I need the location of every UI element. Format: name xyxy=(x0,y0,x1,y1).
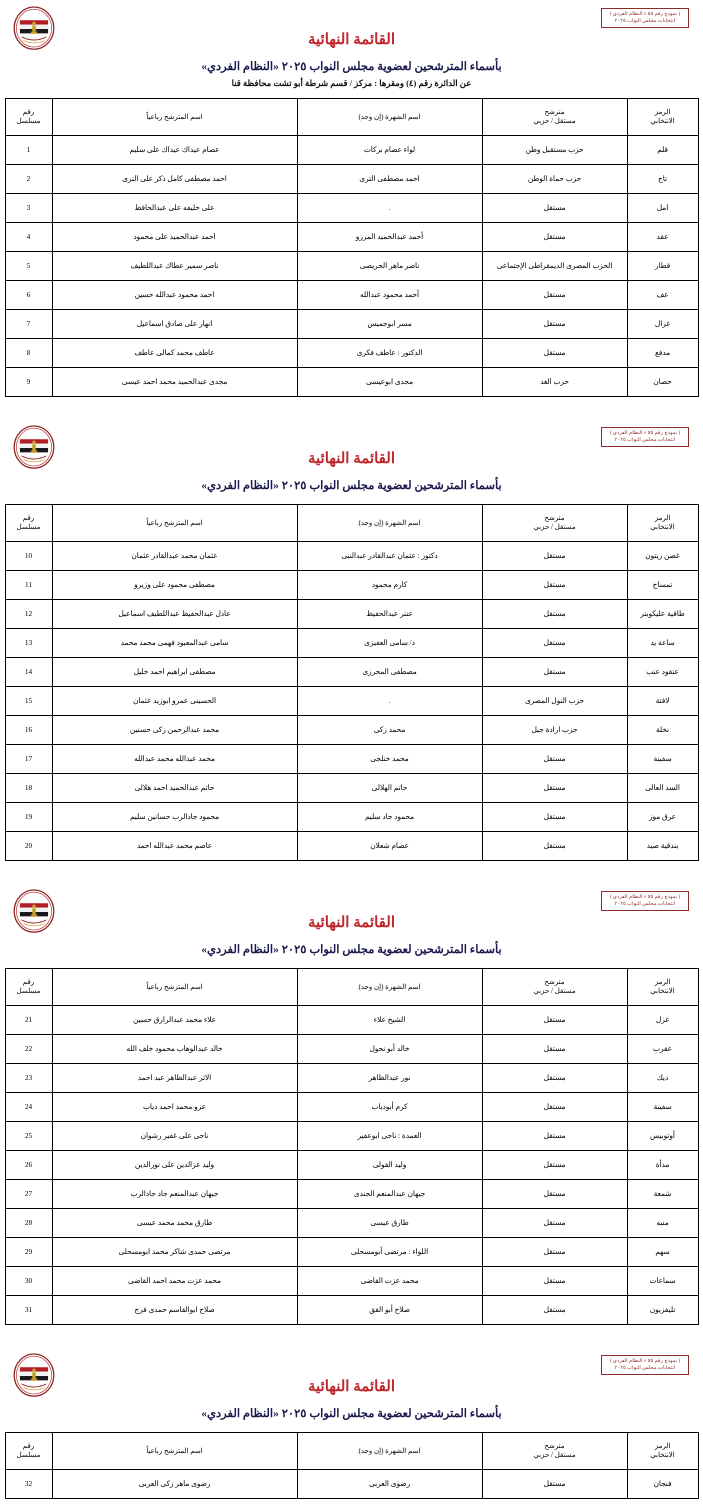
table-header-row xyxy=(5,969,698,1006)
cell-symbol: سفينة xyxy=(627,1093,698,1122)
cell-symbol: تاج xyxy=(627,165,698,194)
table-row xyxy=(5,1006,698,1035)
column-header-serial-line2: مسلسل xyxy=(16,987,41,995)
cell-party: مستقل xyxy=(482,1035,627,1064)
cell-nickname: خالد أبو نحول xyxy=(297,1035,482,1064)
cell-name: عثمان محمد عبدالقادر عثمان xyxy=(52,542,297,571)
cell-party: مستقل xyxy=(482,1296,627,1325)
district-line: عن الدائرة رقم (٤) ومقرها : مركز / قسم شرطة أبو تشت محافظة قنا xyxy=(231,78,472,88)
cell-name: الحسينى عمرو ابوزيد عثمان xyxy=(52,687,297,716)
cell-party: مستقل xyxy=(482,339,627,368)
cell-serial: 30 xyxy=(5,1267,52,1296)
cell-symbol: لافتة xyxy=(627,687,698,716)
cell-name: محمد عزت محمد احمد القاضى xyxy=(52,1267,297,1296)
column-header-symbol xyxy=(627,99,698,136)
cell-symbol: شمعة xyxy=(627,1180,698,1209)
column-header-nickname: اسم الشهرة (إن وجد) xyxy=(297,99,482,136)
column-header-symbol xyxy=(627,969,698,1006)
cell-serial: 20 xyxy=(5,832,52,861)
table-header-row xyxy=(5,505,698,542)
cell-nickname: العمدة : ناجى ابوعفير xyxy=(297,1122,482,1151)
column-header-serial xyxy=(5,99,52,136)
cell-nickname: مصطفى المحرزى xyxy=(297,658,482,687)
table-row xyxy=(5,281,698,310)
cell-name: احمد مصطفى كامل ذكر على الترى xyxy=(52,165,297,194)
cell-nickname: عصام شعلان xyxy=(297,832,482,861)
cell-name: علاء محمد عبدالرازق حسين xyxy=(52,1006,297,1035)
table-head xyxy=(5,505,698,542)
table-row xyxy=(5,1151,698,1180)
form-number-line-1: ( نموذج رقم ٥٥ ء النظام الفردي ) xyxy=(609,1358,681,1364)
cell-symbol: عنقود عنب xyxy=(627,658,698,687)
table-head xyxy=(5,1433,698,1470)
page-title: القائمة النهائية xyxy=(307,32,396,48)
cell-name: مجدى عبدالحميد محمد احمد عيسى xyxy=(52,368,297,397)
cell-symbol: عرق موز xyxy=(627,803,698,832)
table-row xyxy=(5,165,698,194)
cell-symbol: سماعات xyxy=(627,1267,698,1296)
cell-nickname: محمد عزت القاضى xyxy=(297,1267,482,1296)
column-header-symbol-line1: الرمز xyxy=(654,978,671,987)
cell-serial: 28 xyxy=(5,1209,52,1238)
cell-nickname: . xyxy=(297,194,482,223)
section-header xyxy=(0,1347,703,1420)
candidates-table xyxy=(5,1432,699,1499)
cell-party: حزب ارادة جيل xyxy=(482,716,627,745)
candidate-list-section-2 xyxy=(0,419,703,869)
cell-party: مستقل xyxy=(482,194,627,223)
cell-party: مستقل xyxy=(482,745,627,774)
table-row xyxy=(5,716,698,745)
column-header-symbol-line2: الانتخابي xyxy=(650,1451,675,1459)
cell-party: حزب النول المصرى xyxy=(482,687,627,716)
candidate-list-section-4 xyxy=(0,1347,703,1507)
cell-party: مستقل xyxy=(482,1093,627,1122)
page-subtitle: بأسماء المترشحين لعضوية مجلس النواب ٢٠٢٥ «النظام الفردي» xyxy=(201,61,502,73)
cell-party: مستقل xyxy=(482,310,627,339)
table-header-row xyxy=(5,1433,698,1470)
table-row xyxy=(5,774,698,803)
table-body xyxy=(5,1006,698,1325)
form-number-line-2: انتخابات مجلس النواب ٢٠٢٥ xyxy=(614,900,676,907)
cell-nickname: دكتور : عثمان عبدالقادر عبدالنبى xyxy=(297,542,482,571)
column-header-party xyxy=(482,505,627,542)
cell-party: مستقل xyxy=(482,1151,627,1180)
cell-party: مستقل xyxy=(482,1267,627,1296)
table-row xyxy=(5,223,698,252)
cell-party: حزب حماة الوطن xyxy=(482,165,627,194)
table-row xyxy=(5,832,698,861)
cell-symbol: قلم xyxy=(627,136,698,165)
cell-symbol: سهم xyxy=(627,1238,698,1267)
column-header-serial-line2: مسلسل xyxy=(16,1451,41,1459)
cell-nickname: عنتر عبدالحفيظ xyxy=(297,600,482,629)
section-spacer xyxy=(0,405,703,419)
cell-party: الحزب المصرى الديمقراطى الإجتماعى xyxy=(482,252,627,281)
cell-nickname: كرم أبودياب xyxy=(297,1093,482,1122)
cell-party: مستقل xyxy=(482,571,627,600)
cell-serial: 25 xyxy=(5,1122,52,1151)
cell-serial: 10 xyxy=(5,542,52,571)
cell-symbol: بندقية صيد xyxy=(627,832,698,861)
table-body xyxy=(5,542,698,861)
cell-nickname: نور عبدالظاهر xyxy=(297,1064,482,1093)
cell-nickname: ناصر ماهر الحريصى xyxy=(297,252,482,281)
cell-symbol: أوتوبيس xyxy=(627,1122,698,1151)
cell-symbol: امل xyxy=(627,194,698,223)
candidate-list-section-3 xyxy=(0,883,703,1333)
titles-block xyxy=(0,0,703,89)
page-subtitle: بأسماء المترشحين لعضوية مجلس النواب ٢٠٢٥ «النظام الفردي» xyxy=(201,944,502,956)
cell-nickname: د/ سامى العفيزى xyxy=(297,629,482,658)
table-row xyxy=(5,1093,698,1122)
cell-party: مستقل xyxy=(482,542,627,571)
cell-name: عاصم محمد عبدالله احمد xyxy=(52,832,297,861)
cell-symbol: عف xyxy=(627,281,698,310)
column-header-symbol-line2: الانتخابي xyxy=(650,117,675,125)
cell-name: وليد عزالدين على نورالدين xyxy=(52,1151,297,1180)
cell-serial: 17 xyxy=(5,745,52,774)
cell-name: سامى عبدالمعبود فهمى محمد محمد xyxy=(52,629,297,658)
column-header-serial-line2: مسلسل xyxy=(16,117,41,125)
cell-party: مستقل xyxy=(482,600,627,629)
cell-nickname: أحمد عبدالحميد المرزو xyxy=(297,223,482,252)
column-header-party xyxy=(482,1433,627,1470)
table-row xyxy=(5,1470,698,1499)
candidates-table xyxy=(5,504,699,861)
form-number-box xyxy=(601,891,689,911)
column-header-party-line2: مستقل / حزبي xyxy=(533,987,576,995)
column-header-nickname: اسم الشهرة (إن وجد) xyxy=(297,969,482,1006)
column-header-party-line1: مترشح xyxy=(544,108,565,117)
table-head xyxy=(5,99,698,136)
column-header-party-line1: مترشح xyxy=(544,1442,565,1451)
titles-block xyxy=(0,1347,703,1420)
cell-serial: 8 xyxy=(5,339,52,368)
column-header-symbol xyxy=(627,505,698,542)
form-number-line-2: انتخابات مجلس النواب ٢٠٢٥ xyxy=(614,436,676,443)
cell-nickname: أحمد محمود عبدالله xyxy=(297,281,482,310)
column-header-symbol-line1: الرمز xyxy=(654,1442,671,1451)
column-header-name: اسم المترشح رباعياً xyxy=(52,969,297,1006)
cell-serial: 13 xyxy=(5,629,52,658)
cell-nickname: . xyxy=(297,687,482,716)
column-header-serial xyxy=(5,969,52,1006)
column-header-serial xyxy=(5,1433,52,1470)
candidates-table xyxy=(5,968,699,1325)
cell-serial: 27 xyxy=(5,1180,52,1209)
cell-party: حزب الغد xyxy=(482,368,627,397)
cell-party: مستقل xyxy=(482,223,627,252)
cell-party: حزب مستقبل وطن xyxy=(482,136,627,165)
cell-serial: 23 xyxy=(5,1064,52,1093)
cell-nickname: محمد زكى xyxy=(297,716,482,745)
cell-name: الاثر عبدالظاهر عبد احمد xyxy=(52,1064,297,1093)
cell-party: مستقل xyxy=(482,1180,627,1209)
page-title: القائمة النهائية xyxy=(307,915,396,931)
form-number-box xyxy=(601,1355,689,1375)
table-body xyxy=(5,1470,698,1499)
page-title: القائمة النهائية xyxy=(307,451,396,467)
cell-serial: 11 xyxy=(5,571,52,600)
cell-party: مستقل xyxy=(482,1470,627,1499)
cell-nickname: اللواء : مرتضى أبومسحلى xyxy=(297,1238,482,1267)
column-header-party xyxy=(482,969,627,1006)
cell-nickname: محمد خنلجى xyxy=(297,745,482,774)
table-row xyxy=(5,1209,698,1238)
cell-serial: 3 xyxy=(5,194,52,223)
cell-name: على خليفه على عبدالحافظ xyxy=(52,194,297,223)
cell-serial: 32 xyxy=(5,1470,52,1499)
cell-party: مستقل xyxy=(482,281,627,310)
column-header-serial xyxy=(5,505,52,542)
cell-nickname: الدكتور : عاطف فكرى xyxy=(297,339,482,368)
form-number-line-2: انتخابات مجلس النواب ٢٠٢٥ xyxy=(614,17,676,24)
table-header-row xyxy=(5,99,698,136)
column-header-party xyxy=(482,99,627,136)
cell-serial: 2 xyxy=(5,165,52,194)
table-row xyxy=(5,1238,698,1267)
egypt-national-elections-authority-emblem-icon xyxy=(12,1352,56,1400)
column-header-serial-line1: رقم xyxy=(22,108,35,117)
cell-name: طارق محمد محمد عيسى xyxy=(52,1209,297,1238)
cell-name: عاطف محمد كمالى عاطف xyxy=(52,339,297,368)
candidates-table xyxy=(5,98,699,397)
cell-serial: 1 xyxy=(5,136,52,165)
column-header-party-line1: مترشح xyxy=(544,978,565,987)
cell-serial: 14 xyxy=(5,658,52,687)
table-row xyxy=(5,658,698,687)
table-row xyxy=(5,310,698,339)
cell-serial: 31 xyxy=(5,1296,52,1325)
cell-symbol: مدفع xyxy=(627,339,698,368)
cell-name: مصطفى محمود على وزيرو xyxy=(52,571,297,600)
cell-symbol: ساعة يد xyxy=(627,629,698,658)
cell-nickname: كارم محمود xyxy=(297,571,482,600)
table-row xyxy=(5,629,698,658)
cell-nickname: مجدى ابوعيسى xyxy=(297,368,482,397)
form-number-line-1: ( نموذج رقم ٥٥ ء النظام الفردي ) xyxy=(609,11,681,17)
table-row xyxy=(5,194,698,223)
cell-serial: 15 xyxy=(5,687,52,716)
cell-symbol: تمساح xyxy=(627,571,698,600)
cell-name: انهار على صادق اسماعيل xyxy=(52,310,297,339)
column-header-party-line1: مترشح xyxy=(544,514,565,523)
cell-symbol: تليفزيون xyxy=(627,1296,698,1325)
cell-party: مستقل xyxy=(482,658,627,687)
cell-symbol: منبه xyxy=(627,1209,698,1238)
cell-serial: 7 xyxy=(5,310,52,339)
cell-nickname: احمد مصطفى الترى xyxy=(297,165,482,194)
column-header-name: اسم المترشح رباعياً xyxy=(52,1433,297,1470)
cell-nickname: وليد القولى xyxy=(297,1151,482,1180)
page-title: القائمة النهائية xyxy=(307,1379,396,1395)
cell-name: محمد عبدالله محمد عبدالله xyxy=(52,745,297,774)
cell-nickname: طارق عيسى xyxy=(297,1209,482,1238)
cell-name: خالد عبدالوهاب محمود خلف الله xyxy=(52,1035,297,1064)
cell-name: عزو محمد احمد دياب xyxy=(52,1093,297,1122)
cell-nickname: مسر ابوجميس xyxy=(297,310,482,339)
column-header-symbol xyxy=(627,1433,698,1470)
cell-serial: 29 xyxy=(5,1238,52,1267)
form-number-line-1: ( نموذج رقم ٥٥ ء النظام الفردي ) xyxy=(609,430,681,436)
cell-party: مستقل xyxy=(482,803,627,832)
cell-symbol: عقرب xyxy=(627,1035,698,1064)
cell-name: ناصر سمير عطاك عبداللطيف xyxy=(52,252,297,281)
cell-symbol: السد العالى xyxy=(627,774,698,803)
column-header-serial-line1: رقم xyxy=(22,1442,35,1451)
cell-serial: 5 xyxy=(5,252,52,281)
cell-name: محمد عبدالرحمن زكى حسنين xyxy=(52,716,297,745)
section-header xyxy=(0,883,703,956)
form-number-line-2: انتخابات مجلس النواب ٢٠٢٥ xyxy=(614,1364,676,1371)
cell-party: مستقل xyxy=(482,774,627,803)
cell-serial: 16 xyxy=(5,716,52,745)
cell-name: مصطفى ابراهيم احمد خليل xyxy=(52,658,297,687)
cell-name: حاتم عبدالحميد احمد هلالى xyxy=(52,774,297,803)
table-row xyxy=(5,1267,698,1296)
cell-nickname: محمود جاد سليم xyxy=(297,803,482,832)
cell-party: مستقل xyxy=(482,1209,627,1238)
table-row xyxy=(5,803,698,832)
cell-name: عصام عيداك عيداك على سليم xyxy=(52,136,297,165)
cell-name: جيهان عبدالمنعم جاد جادالرب xyxy=(52,1180,297,1209)
cell-party: مستقل xyxy=(482,629,627,658)
table-body xyxy=(5,136,698,397)
column-header-name: اسم المترشح رباعياً xyxy=(52,505,297,542)
form-number-box xyxy=(601,427,689,447)
cell-name: احمد محمود عبدالله حسين xyxy=(52,281,297,310)
column-header-symbol-line1: الرمز xyxy=(654,514,671,523)
section-spacer xyxy=(0,869,703,883)
table-row xyxy=(5,136,698,165)
column-header-party-line2: مستقل / حزبي xyxy=(533,1451,576,1459)
cell-name: احمد عبدالحميد على محمود xyxy=(52,223,297,252)
cell-symbol: فنجان xyxy=(627,1470,698,1499)
cell-symbol: غزل xyxy=(627,1006,698,1035)
table-row xyxy=(5,1035,698,1064)
column-header-nickname: اسم الشهرة (إن وجد) xyxy=(297,505,482,542)
egypt-national-elections-authority-emblem-icon xyxy=(12,424,56,472)
cell-serial: 12 xyxy=(5,600,52,629)
cell-party: مستقل xyxy=(482,832,627,861)
section-header xyxy=(0,0,703,89)
column-header-symbol-line2: الانتخابي xyxy=(650,523,675,531)
cell-name: عادل عبدالحفيظ عبداللطيف اسماعيل xyxy=(52,600,297,629)
cell-serial: 9 xyxy=(5,368,52,397)
egypt-national-elections-authority-emblem-icon xyxy=(12,5,56,53)
table-row xyxy=(5,1180,698,1209)
cell-symbol: ديك xyxy=(627,1064,698,1093)
table-row xyxy=(5,571,698,600)
section-spacer xyxy=(0,1333,703,1347)
table-row xyxy=(5,1296,698,1325)
form-number-line-1: ( نموذج رقم ٥٥ ء النظام الفردي ) xyxy=(609,894,681,900)
form-number-box xyxy=(601,8,689,28)
column-header-serial-line1: رقم xyxy=(22,514,35,523)
column-header-symbol-line2: الانتخابي xyxy=(650,987,675,995)
cell-nickname: حاتم الهلالى xyxy=(297,774,482,803)
cell-name: صلاح ابوالقاسم حمدى فرج xyxy=(52,1296,297,1325)
cell-nickname: صلاح أبو القق xyxy=(297,1296,482,1325)
table-head xyxy=(5,969,698,1006)
cell-nickname: لواء عصام بركات xyxy=(297,136,482,165)
column-header-party-line2: مستقل / حزبي xyxy=(533,117,576,125)
candidate-list-section-1 xyxy=(0,0,703,405)
cell-symbol: غزال xyxy=(627,310,698,339)
page-subtitle: بأسماء المترشحين لعضوية مجلس النواب ٢٠٢٥ «النظام الفردي» xyxy=(201,1408,502,1420)
cell-serial: 24 xyxy=(5,1093,52,1122)
cell-name: رضوى ماهر زكى العربى xyxy=(52,1470,297,1499)
cell-symbol: قطار xyxy=(627,252,698,281)
column-header-name: اسم المترشح رباعياً xyxy=(52,99,297,136)
titles-block xyxy=(0,883,703,956)
titles-block xyxy=(0,419,703,492)
cell-serial: 19 xyxy=(5,803,52,832)
table-row xyxy=(5,600,698,629)
cell-serial: 22 xyxy=(5,1035,52,1064)
cell-party: مستقل xyxy=(482,1064,627,1093)
cell-nickname: جيهان عبدالمنعم الجندى xyxy=(297,1180,482,1209)
column-header-symbol-line1: الرمز xyxy=(654,108,671,117)
column-header-serial-line2: مسلسل xyxy=(16,523,41,531)
cell-symbol: نخلة xyxy=(627,716,698,745)
table-row xyxy=(5,368,698,397)
cell-name: محمود جادالرب حسانين سليم xyxy=(52,803,297,832)
cell-serial: 18 xyxy=(5,774,52,803)
table-row xyxy=(5,745,698,774)
cell-nickname: الشيخ علاء xyxy=(297,1006,482,1035)
cell-symbol: غصن زيتون xyxy=(627,542,698,571)
column-header-party-line2: مستقل / حزبي xyxy=(533,523,576,531)
section-header xyxy=(0,419,703,492)
egypt-national-elections-authority-emblem-icon xyxy=(12,888,56,936)
cell-name: ناجى على غفير رشوان xyxy=(52,1122,297,1151)
table-row xyxy=(5,687,698,716)
cell-serial: 4 xyxy=(5,223,52,252)
table-row xyxy=(5,1122,698,1151)
table-row xyxy=(5,542,698,571)
column-header-nickname: اسم الشهرة (إن وجد) xyxy=(297,1433,482,1470)
cell-name: مرتضى حمدى شاكر محمد ابومسحلى xyxy=(52,1238,297,1267)
cell-symbol: سفينة xyxy=(627,745,698,774)
table-row xyxy=(5,339,698,368)
cell-party: مستقل xyxy=(482,1006,627,1035)
table-row xyxy=(5,252,698,281)
cell-serial: 21 xyxy=(5,1006,52,1035)
table-row xyxy=(5,1064,698,1093)
cell-party: مستقل xyxy=(482,1238,627,1267)
cell-nickname: رضوى العربى xyxy=(297,1470,482,1499)
cell-symbol: عقد xyxy=(627,223,698,252)
cell-serial: 6 xyxy=(5,281,52,310)
cell-symbol: طاقية عليكوبتر xyxy=(627,600,698,629)
column-header-serial-line1: رقم xyxy=(22,978,35,987)
cell-symbol: حصان xyxy=(627,368,698,397)
page-subtitle: بأسماء المترشحين لعضوية مجلس النواب ٢٠٢٥ «النظام الفردي» xyxy=(201,480,502,492)
cell-party: مستقل xyxy=(482,1122,627,1151)
cell-symbol: مدأة xyxy=(627,1151,698,1180)
cell-serial: 26 xyxy=(5,1151,52,1180)
